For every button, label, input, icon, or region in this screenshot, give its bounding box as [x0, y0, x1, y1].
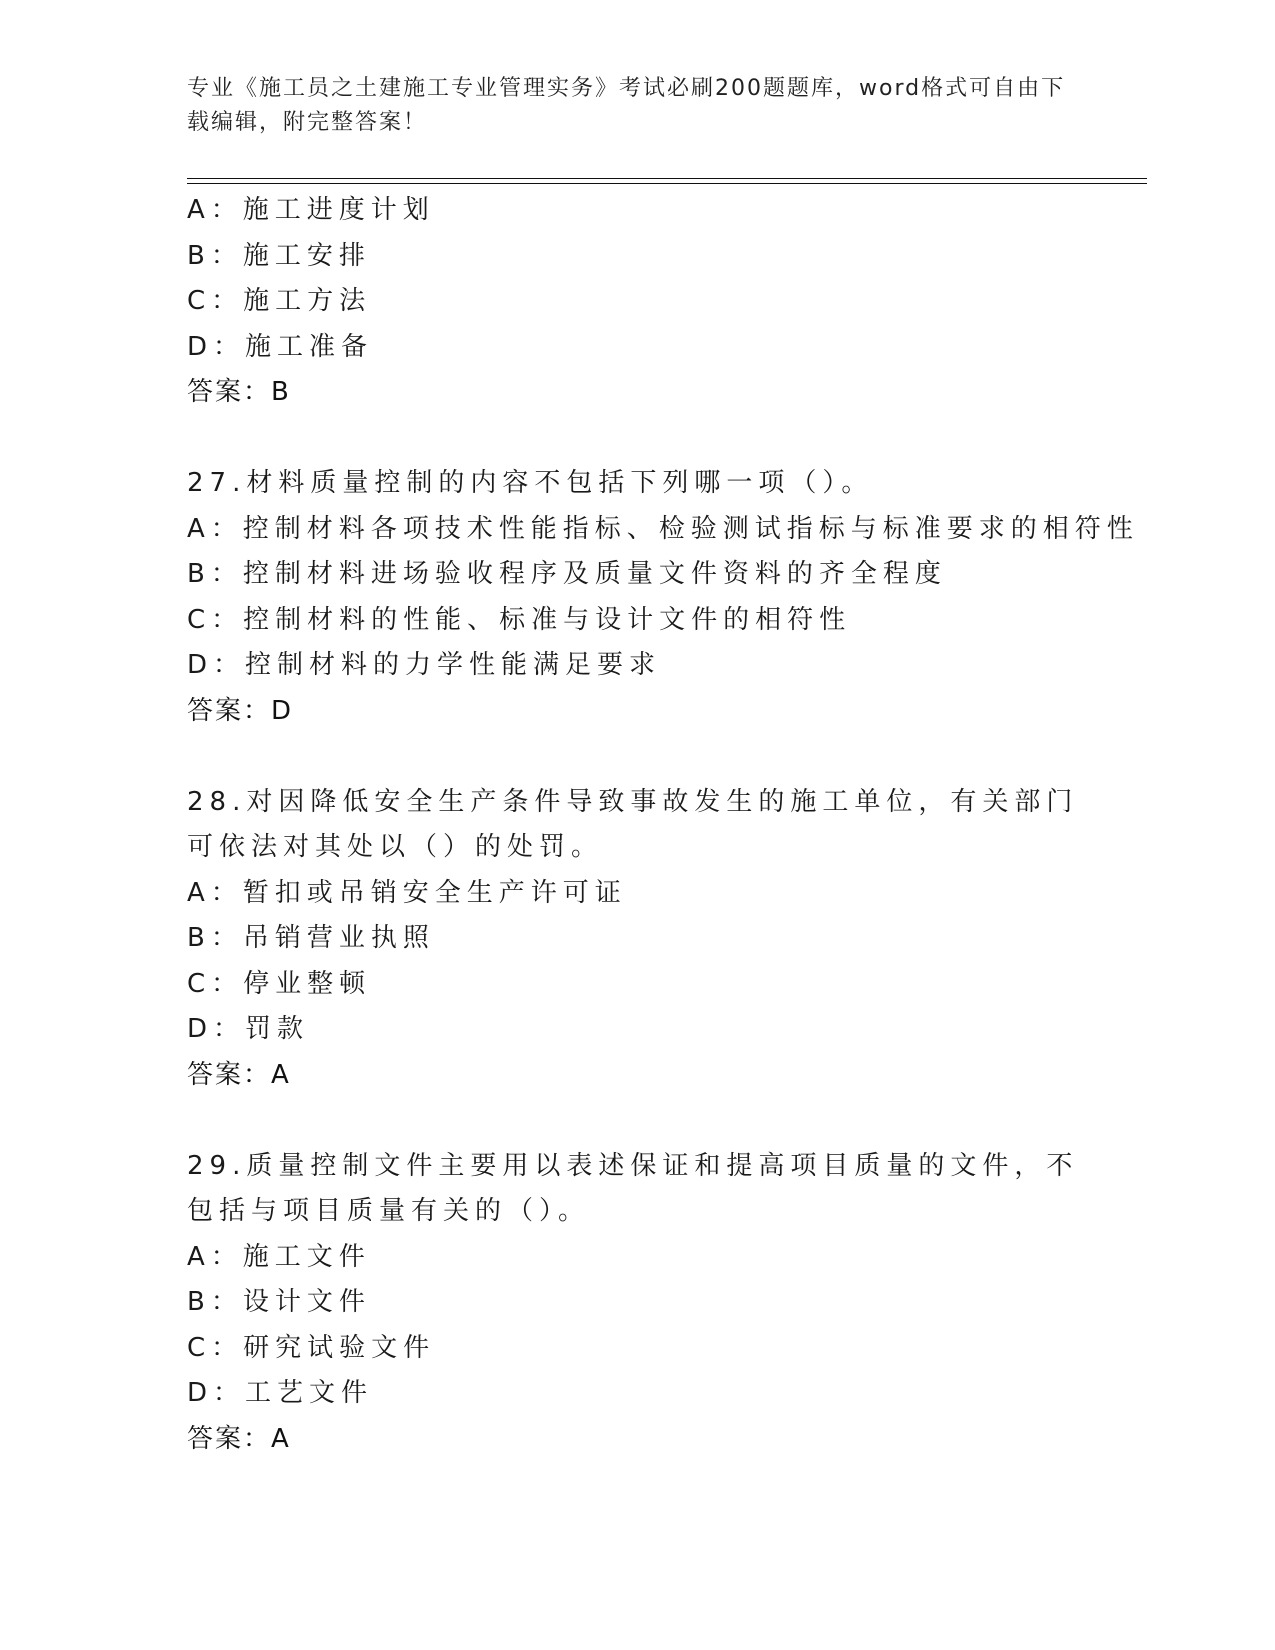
- option-a: A：暂扣或吊销安全生产许可证: [187, 877, 627, 908]
- question-text: 29.质量控制文件主要用以表述保证和提高项目质量的文件，不包括与项目质量有关的（）。: [187, 1150, 1079, 1226]
- option-b: B：设计文件: [187, 1287, 371, 1317]
- option-c: C：施工方法: [187, 286, 372, 316]
- question-block-29: [187, 1144, 1087, 1463]
- option-c: C：控制材料的性能、标准与设计文件的相符性: [187, 604, 852, 635]
- option-d: D：控制材料的力学性能满足要求: [187, 650, 662, 680]
- option-c: C：停业整顿: [187, 968, 372, 999]
- block-spacer: [187, 416, 1087, 462]
- question-list: [187, 188, 1139, 1462]
- question-block-26: [187, 188, 1087, 416]
- option-b: B：施工安排: [187, 240, 371, 271]
- block-spacer: [187, 1098, 1087, 1144]
- question-block-28: [187, 780, 1087, 1099]
- option-a: A：施工文件: [187, 1241, 371, 1272]
- question-text: 27.材料质量控制的内容不包括下列哪一项（）。: [187, 468, 874, 498]
- option-d: D：工艺文件: [187, 1378, 374, 1408]
- block-spacer: [187, 734, 1087, 780]
- option-a: A：施工进度计划: [187, 195, 435, 225]
- option-b: B：吊销营业执照: [187, 923, 435, 953]
- question-text: 28.对因降低安全生产条件导致事故发生的施工单位，有关部门可依法对其处以（）的处罚。: [187, 786, 1079, 862]
- option-d: D：罚款: [187, 1014, 310, 1044]
- option-a: A：控制材料各项技术性能指标、检验测试指标与标准要求的相符性: [187, 513, 1139, 544]
- option-b: B：控制材料进场验收程序及质量文件资料的齐全程度: [187, 559, 947, 589]
- answer-line: 答案：A: [187, 1423, 291, 1454]
- document-header: 专业《施工员之土建施工专业管理实务》考试必刷200题题库，word格式可自由下载编辑，附完整答案！: [187, 76, 1066, 135]
- header-rule-top: [187, 178, 1147, 179]
- question-block-27: [187, 461, 1139, 734]
- answer-line: 答案：D: [187, 695, 294, 726]
- header-rule-bottom: [187, 183, 1147, 184]
- answer-line: 答案：A: [187, 1059, 291, 1090]
- option-d: D：施工准备: [187, 331, 374, 362]
- answer-line: 答案：B: [187, 377, 291, 407]
- option-c: C：研究试验文件: [187, 1332, 436, 1363]
